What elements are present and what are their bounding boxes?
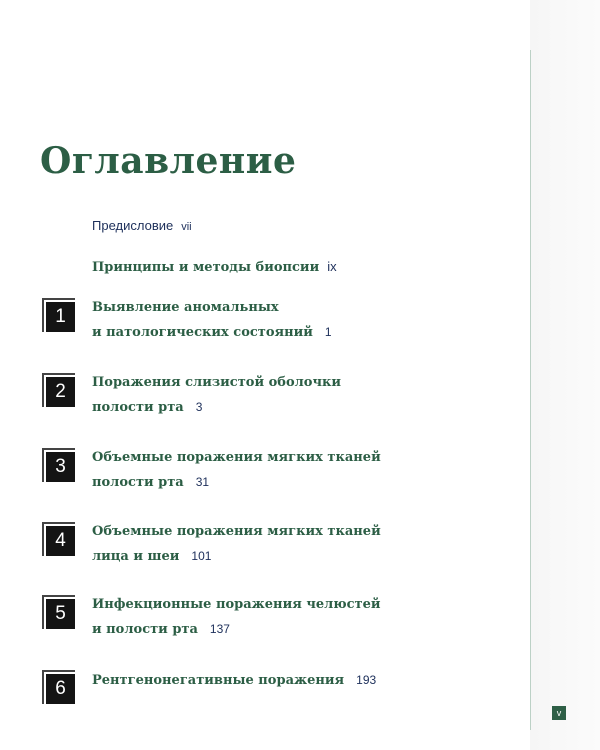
page-title: Оглавление <box>40 140 297 182</box>
chapter-number-badge: 4 <box>46 526 75 556</box>
toc-entry-page: vii <box>181 221 192 233</box>
chapter-page-number: 137 <box>209 622 230 636</box>
chapter-title-line-last <box>92 395 492 420</box>
toc-chapter-2[interactable] <box>42 373 492 433</box>
toc-entry-page: ix <box>327 259 337 274</box>
chapter-title <box>92 520 492 569</box>
chapter-title <box>92 668 492 693</box>
chapter-number-badge: 1 <box>46 302 75 332</box>
chapter-title-line: Инфекционные поражения челюстей <box>92 597 381 612</box>
chapter-title-line-last <box>92 320 492 345</box>
chapter-title-line-last <box>92 617 492 642</box>
chapter-page-number: 101 <box>191 549 212 563</box>
chapter-title-line: Объемные поражения мягких тканей <box>92 524 381 539</box>
toc-entry-principles[interactable] <box>92 259 337 275</box>
chapter-number-badge: 6 <box>46 674 75 704</box>
chapter-title <box>92 371 492 420</box>
toc-chapter-3[interactable] <box>42 448 492 508</box>
chapter-title-line: и патологических состояний <box>92 325 313 340</box>
chapter-title-line-last <box>92 470 492 495</box>
chapter-page-number: 1 <box>324 325 332 339</box>
chapter-page-number: 193 <box>356 673 377 687</box>
chapter-title <box>92 446 492 495</box>
chapter-page-number: 31 <box>195 475 210 489</box>
toc-entry-title: Принципы и методы биопсии <box>92 260 320 275</box>
page-edge-shadow <box>530 0 600 750</box>
chapter-title-line: лица и шеи <box>92 549 180 564</box>
toc-chapter-4[interactable] <box>42 522 492 582</box>
chapter-title-line: полости рта <box>92 400 184 415</box>
toc-chapter-6[interactable] <box>42 670 492 730</box>
chapter-page-number: 3 <box>195 400 203 414</box>
chapter-title-line: Объемные поражения мягких тканей <box>92 450 381 465</box>
chapter-title-line: полости рта <box>92 475 184 490</box>
margin-rule <box>530 50 531 730</box>
chapter-number-badge: 2 <box>46 377 75 407</box>
folio-page-number: v <box>552 706 566 720</box>
toc-entry-preface[interactable] <box>92 218 192 233</box>
toc-chapter-5[interactable] <box>42 595 492 655</box>
chapter-title-line: и полости рта <box>92 622 198 637</box>
chapter-title-line: Выявление аномальных <box>92 300 279 315</box>
chapter-title-line-last <box>92 544 492 569</box>
chapter-title <box>92 593 492 642</box>
chapter-number-badge: 5 <box>46 599 75 629</box>
chapter-title <box>92 296 492 345</box>
chapter-title-line-last <box>92 668 492 693</box>
chapter-title-line: Поражения слизистой оболочки <box>92 375 342 390</box>
chapter-number-badge: 3 <box>46 452 75 482</box>
toc-entry-title: Предисловие <box>92 218 174 233</box>
toc-chapter-1[interactable] <box>42 298 492 358</box>
chapter-title-line: Рентгенонегативные поражения <box>92 673 345 688</box>
